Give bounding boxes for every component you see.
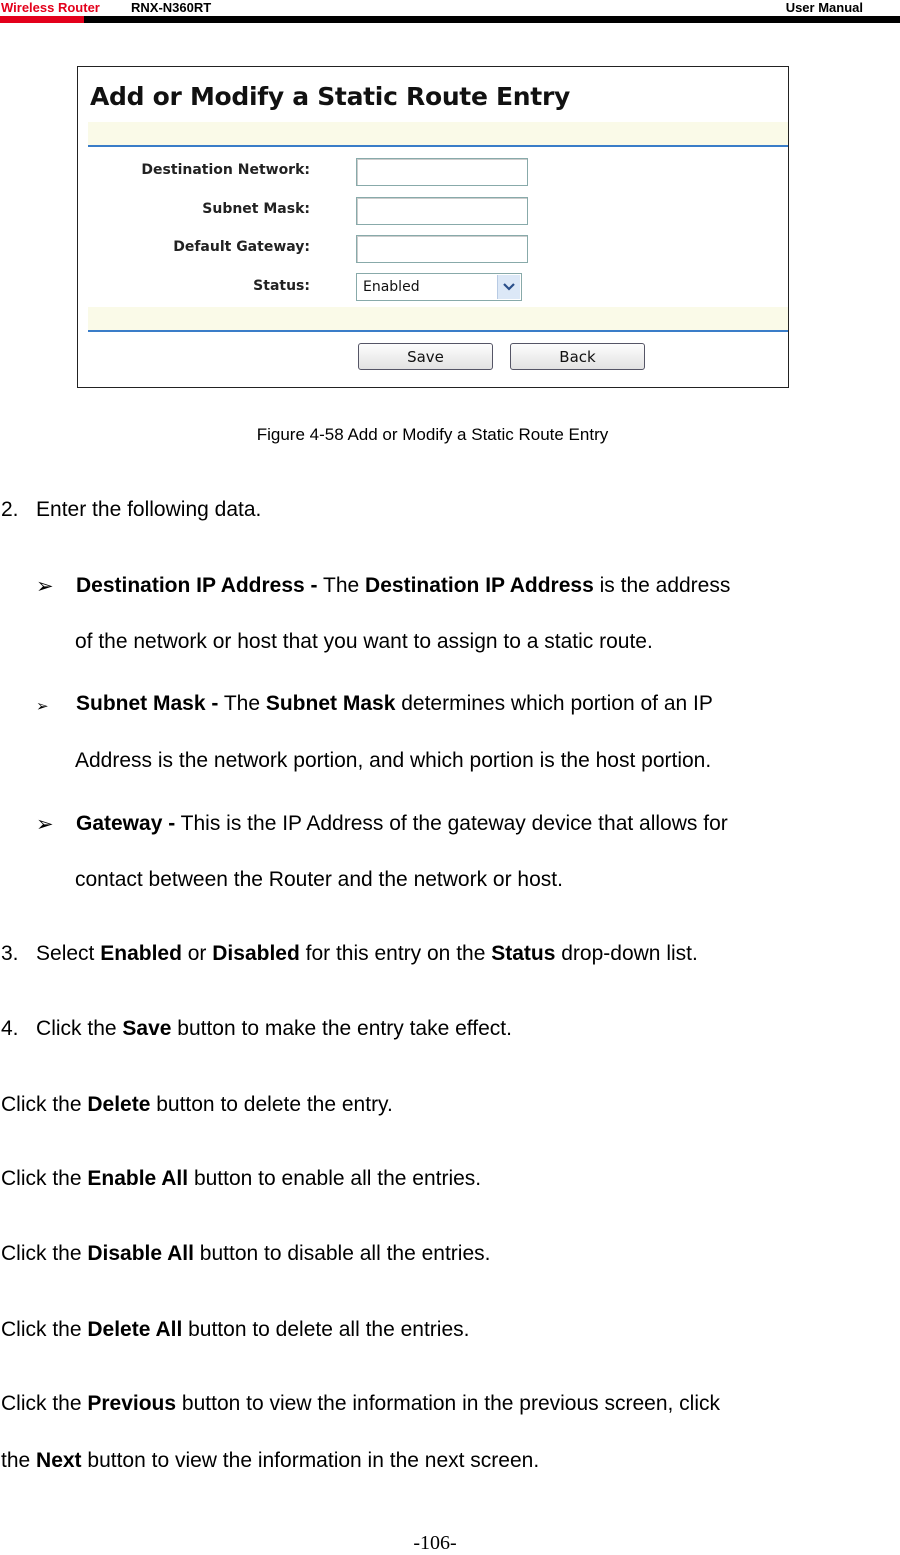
step-text: button to make the entry take effect. bbox=[171, 1017, 512, 1040]
header-bar-accent bbox=[0, 16, 84, 23]
step-term: Disabled bbox=[212, 942, 300, 965]
note-delete-all bbox=[1, 1318, 469, 1342]
step-3 bbox=[1, 942, 698, 966]
status-select-value: Enabled bbox=[363, 279, 420, 295]
note-next bbox=[1, 1449, 539, 1473]
note-text: Click the bbox=[1, 1167, 88, 1190]
header-brand: Wireless Router bbox=[1, 0, 100, 15]
note-text: Click the bbox=[1, 1392, 88, 1415]
bullet-text: The bbox=[317, 574, 366, 597]
note-term: Disable All bbox=[87, 1242, 194, 1265]
header-doc-type: User Manual bbox=[785, 0, 863, 15]
step-text: Select bbox=[36, 942, 101, 965]
note-text: Click the bbox=[1, 1093, 88, 1116]
bullet-line: of the network or host that you want to assign to a static route. bbox=[75, 630, 653, 653]
note-term: Enable All bbox=[87, 1167, 189, 1190]
arrow-bullet-icon: ➢ bbox=[36, 813, 54, 836]
subnet-mask-input[interactable] bbox=[356, 197, 528, 225]
form-title: Add or Modify a Static Route Entry bbox=[90, 82, 570, 111]
bullet-text: The bbox=[218, 692, 266, 715]
figure-caption: Figure 4-58 Add or Modify a Static Route Entry bbox=[256, 425, 609, 444]
header-model: RNX-N360RT bbox=[131, 0, 212, 15]
bullet-term: Destination IP Address - bbox=[76, 574, 318, 597]
arrow-bullet-icon: ➢ bbox=[36, 575, 54, 598]
step-2 bbox=[1, 498, 261, 522]
step-text: for this entry on the bbox=[299, 942, 492, 965]
form-top-band bbox=[88, 122, 788, 145]
step-text: Enter the following data. bbox=[36, 498, 262, 521]
page-number: -106- bbox=[413, 1532, 457, 1554]
step-4 bbox=[1, 1017, 512, 1041]
form-bottom-band bbox=[88, 307, 788, 330]
chevron-down-icon[interactable] bbox=[497, 275, 520, 299]
note-text: Click the bbox=[1, 1318, 88, 1341]
form-bottom-rule bbox=[88, 330, 788, 332]
note-term: Next bbox=[36, 1449, 82, 1472]
arrow-bullet-icon: ➢ bbox=[36, 698, 49, 715]
note-text: button to enable all the entries. bbox=[188, 1167, 482, 1190]
step-text: Click the bbox=[36, 1017, 123, 1040]
note-text: Click the bbox=[1, 1242, 88, 1265]
subnet-mask-label: Subnet Mask: bbox=[202, 201, 310, 217]
step-number: 4. bbox=[1, 1017, 19, 1040]
note-delete bbox=[1, 1093, 393, 1117]
note-text: the bbox=[1, 1449, 37, 1472]
static-route-form-figure bbox=[77, 66, 789, 388]
step-number: 3. bbox=[1, 942, 19, 965]
note-previous bbox=[1, 1392, 720, 1416]
note-text: button to view the information in the next screen. bbox=[81, 1449, 540, 1472]
bullet-term: Gateway - bbox=[76, 812, 176, 835]
save-button[interactable]: Save bbox=[358, 343, 493, 370]
bullet-text: determines which portion of an IP bbox=[395, 692, 713, 715]
step-term: Save bbox=[122, 1017, 172, 1040]
status-label: Status: bbox=[253, 278, 310, 294]
bullet-line: contact between the Router and the network or host. bbox=[75, 868, 563, 891]
step-number: 2. bbox=[1, 498, 19, 521]
note-term: Delete bbox=[87, 1093, 151, 1116]
page-header bbox=[0, 0, 900, 26]
note-disable-all bbox=[1, 1242, 490, 1266]
header-bar bbox=[84, 16, 900, 23]
form-top-rule bbox=[88, 145, 788, 147]
note-text: button to disable all the entries. bbox=[193, 1242, 491, 1265]
destination-network-label: Destination Network: bbox=[141, 162, 310, 178]
note-text: button to view the information in the previous screen, click bbox=[176, 1392, 721, 1415]
destination-network-input[interactable] bbox=[356, 158, 528, 186]
bullet-text: This is the IP Address of the gateway device that allows for bbox=[175, 812, 728, 835]
default-gateway-input[interactable] bbox=[356, 235, 528, 263]
note-enable-all bbox=[1, 1167, 481, 1191]
step-text: drop-down list. bbox=[555, 942, 698, 965]
back-button[interactable]: Back bbox=[510, 343, 645, 370]
note-term: Delete All bbox=[87, 1318, 183, 1341]
note-term: Previous bbox=[87, 1392, 177, 1415]
bullet-term: Destination IP Address bbox=[365, 574, 594, 597]
bullet-term: Subnet Mask - bbox=[76, 692, 219, 715]
note-text: button to delete all the entries. bbox=[182, 1318, 470, 1341]
bullet-text: is the address bbox=[593, 574, 731, 597]
status-select[interactable] bbox=[356, 273, 522, 301]
step-term: Status bbox=[491, 942, 556, 965]
bullet-term: Subnet Mask bbox=[265, 692, 396, 715]
step-term: Enabled bbox=[100, 942, 182, 965]
step-text: or bbox=[181, 942, 213, 965]
default-gateway-label: Default Gateway: bbox=[173, 239, 310, 255]
note-text: button to delete the entry. bbox=[150, 1093, 393, 1116]
bullet-line: Address is the network portion, and which portion is the host portion. bbox=[75, 749, 712, 772]
